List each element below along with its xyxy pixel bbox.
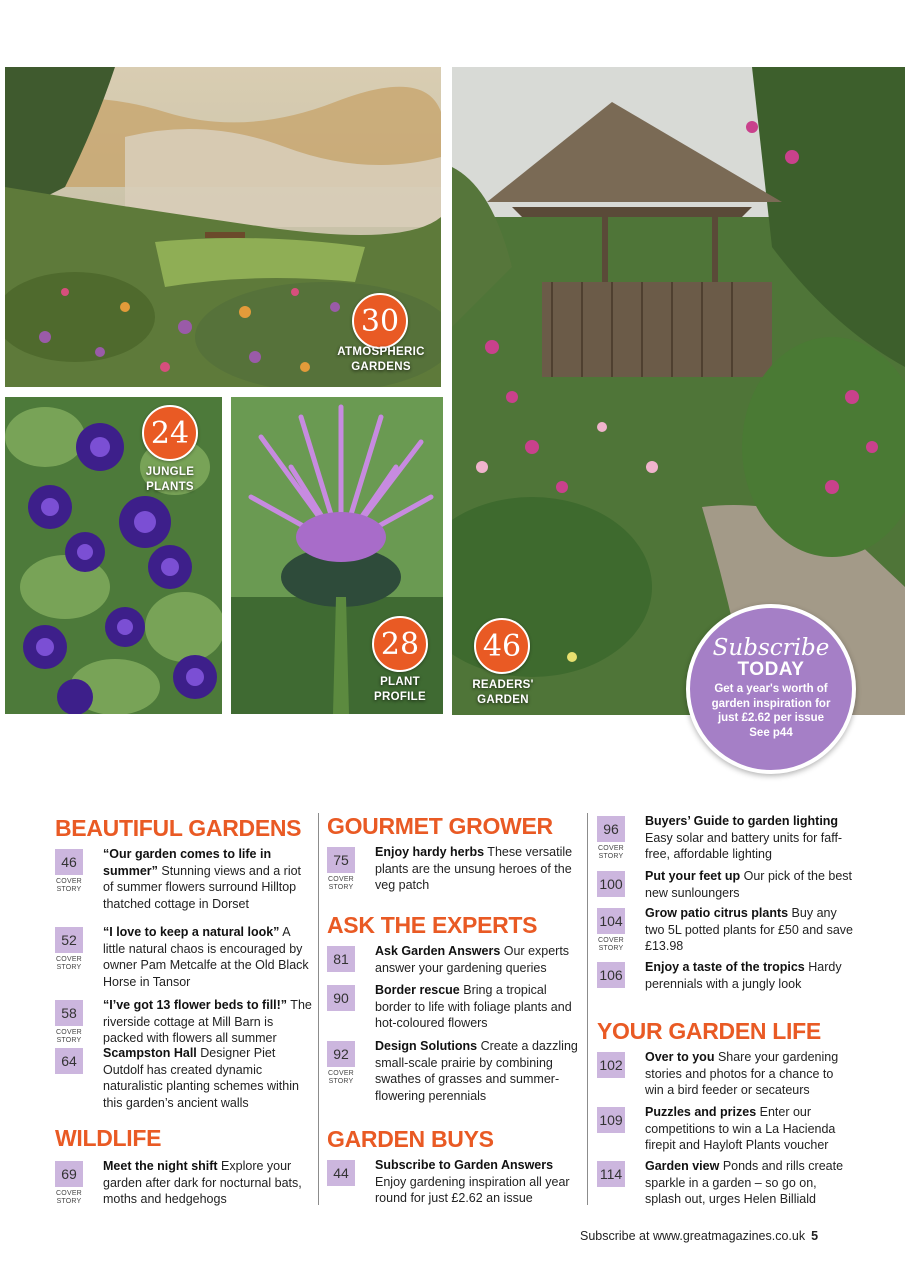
page-number-box: 52 xyxy=(55,927,83,953)
entry-description: Grow patio citrus plants Buy any two 5L potted plants for £50 and save £13.98 xyxy=(645,906,854,953)
entry-title: Enjoy hardy herbs xyxy=(375,845,485,859)
entry-title: Puzzles and prizes xyxy=(645,1105,757,1119)
entry-description: Over to you Share your gardening stories and photos for a chance to win a bird feeder or secateurs xyxy=(645,1050,839,1097)
entry-title: Design Solutions xyxy=(375,1039,478,1053)
promo-caption-plant-profile: PLANT PROFILE xyxy=(374,676,426,703)
page-number-box: 90 xyxy=(327,985,355,1011)
entry-description: Border rescue Bring a tropical border to life with foliage plants and hot-coloured flowers xyxy=(375,983,572,1030)
jungle-plants-photo xyxy=(5,397,222,714)
column-divider xyxy=(587,813,588,1205)
page-number-box: 96 xyxy=(597,816,625,842)
promo-caption-readers-garden: READERS' GARDEN xyxy=(472,679,534,706)
entry-title: “I love to keep a natural look” xyxy=(103,925,280,939)
entry-description: Meet the night shift Explore your garden after dark for nocturnal bats, moths and hedgehogs xyxy=(103,1159,302,1206)
cover-story-label: COVER STORY xyxy=(328,876,354,891)
subscribe-promo-circle[interactable] xyxy=(686,604,856,774)
entry-title: “I’ve got 13 flower beds to fill!” xyxy=(103,998,288,1012)
entry-description: Subscribe to Garden Answers Enjoy gardening inspiration all year round for just £2.62 an issue xyxy=(375,1158,570,1205)
entry-description: Enjoy hardy herbs These versatile plants are the unsung heroes of the veg patch xyxy=(375,845,573,892)
cover-story-label: COVER STORY xyxy=(598,845,624,860)
page-number-box: 102 xyxy=(597,1052,625,1078)
entry-title: Put your feet up xyxy=(645,869,741,883)
footer xyxy=(580,1229,818,1243)
page-number: 5 xyxy=(811,1229,819,1243)
entry-description: Buyers’ Guide to garden lighting Easy solar and battery units for faff-free, affordable lighting xyxy=(645,814,843,861)
entry-title: Over to you xyxy=(645,1050,715,1064)
entry-title: Meet the night shift xyxy=(103,1159,218,1173)
cover-story-label: COVER STORY xyxy=(56,956,82,971)
subscribe-offer-text: Get a year's worth of garden inspiration for just £2.62 per issue xyxy=(711,683,831,724)
cover-story-label: COVER STORY xyxy=(56,1190,82,1205)
page-number-box: 46 xyxy=(55,849,83,875)
entry-description: Puzzles and prizes Enter our competitions to win a La Hacienda firepit and Hayloft Plants voucher xyxy=(645,1105,836,1152)
entry-title: Buyers’ Guide to garden lighting xyxy=(645,814,839,828)
page-number-box: 81 xyxy=(327,946,355,972)
entry-description: “I love to keep a natural look” A little natural chaos is encouraged by owner Pam Metcalfe at the Old Black Horse in Tansor xyxy=(103,925,309,989)
entry-title: Grow patio citrus plants xyxy=(645,906,789,920)
column-divider xyxy=(318,813,319,1205)
entry-title: Subscribe to Garden Answers xyxy=(375,1158,554,1172)
entry-title: Border rescue xyxy=(375,983,460,997)
entry-title: Garden view xyxy=(645,1159,720,1173)
page-number-box: 44 xyxy=(327,1160,355,1186)
entry-description: Ask Garden Answers Our experts answer your gardening queries xyxy=(375,944,570,975)
page-number-box: 92 xyxy=(327,1041,355,1067)
entry-description: Put your feet up Our pick of the best new sunloungers xyxy=(645,869,853,900)
readers-garden-photo xyxy=(452,67,905,715)
entry-title: Enjoy a taste of the tropics xyxy=(645,960,805,974)
section-heading-experts: ASK THE EXPERTS xyxy=(327,912,538,938)
promo-badge-24: 24 xyxy=(142,405,198,461)
entry-title: Ask Garden Answers xyxy=(375,944,501,958)
section-heading-buys: GARDEN BUYS xyxy=(327,1126,494,1152)
entry-description: Design Solutions Create a dazzling small-scale prairie by combining swathes of grasses and summer-flowering perennials xyxy=(375,1039,578,1103)
entry-description: “Our garden comes to life in summer” Stunning views and a riot of summer flowers surround Hilltop thatched cottage in Dorset xyxy=(103,847,302,911)
promo-badge-46: 46 xyxy=(474,618,530,674)
page-number-box: 69 xyxy=(55,1161,83,1187)
cover-story-label: COVER STORY xyxy=(328,1070,354,1085)
page-number-box: 64 xyxy=(55,1048,83,1074)
promo-badge-30: 30 xyxy=(352,293,408,349)
page-number-box: 114 xyxy=(597,1161,625,1187)
entry-title: “Our garden comes to life in summer” xyxy=(103,847,272,878)
cover-story-label: COVER STORY xyxy=(56,878,82,893)
page-number-box: 109 xyxy=(597,1107,625,1133)
subscribe-script-text: Subscribe xyxy=(712,635,830,661)
entry-title: Scampston Hall xyxy=(103,1046,197,1060)
entry-description: Enjoy a taste of the tropics Hardy perennials with a jungly look xyxy=(645,960,842,991)
atmospheric-garden-photo xyxy=(5,67,441,387)
page-number-box: 58 xyxy=(55,1000,83,1026)
promo-caption-jungle: JUNGLE PLANTS xyxy=(145,466,195,493)
promo-caption-atmospheric: ATMOSPHERIC GARDENS xyxy=(337,346,425,373)
cover-story-label: COVER STORY xyxy=(56,1029,82,1044)
page-number-box: 100 xyxy=(597,871,625,897)
section-heading-beautiful: BEAUTIFUL GARDENS xyxy=(55,815,302,841)
plant-profile-photo xyxy=(231,397,443,714)
promo-badge-28: 28 xyxy=(372,616,428,672)
entry-description: Scampston Hall Designer Piet Outdolf has created dynamic naturalistic planting schemes within this garden’s ancient walls xyxy=(103,1046,299,1110)
footer-subscribe-link[interactable]: Subscribe at www.greatmagazines.co.uk xyxy=(580,1229,806,1243)
subscribe-today-text: TODAY xyxy=(737,659,805,680)
cover-story-label: COVER STORY xyxy=(598,937,624,952)
entry-description: “I’ve got 13 flower beds to fill!” The riverside cottage at Mill Barn is packed with flowers all summer xyxy=(103,998,312,1045)
subscribe-see-page: See p44 xyxy=(749,726,793,739)
page-number-box: 106 xyxy=(597,962,625,988)
section-heading-wildlife: WILDLIFE xyxy=(55,1125,162,1151)
section-heading-life: YOUR GARDEN LIFE xyxy=(597,1018,821,1044)
entry-description: Garden view Ponds and rills create sparkle in a garden – so go on, splash out, urges Helen Billiald xyxy=(645,1159,844,1206)
page-number-box: 104 xyxy=(597,908,625,934)
section-heading-gourmet: GOURMET GROWER xyxy=(327,813,553,839)
page-number-box: 75 xyxy=(327,847,355,873)
